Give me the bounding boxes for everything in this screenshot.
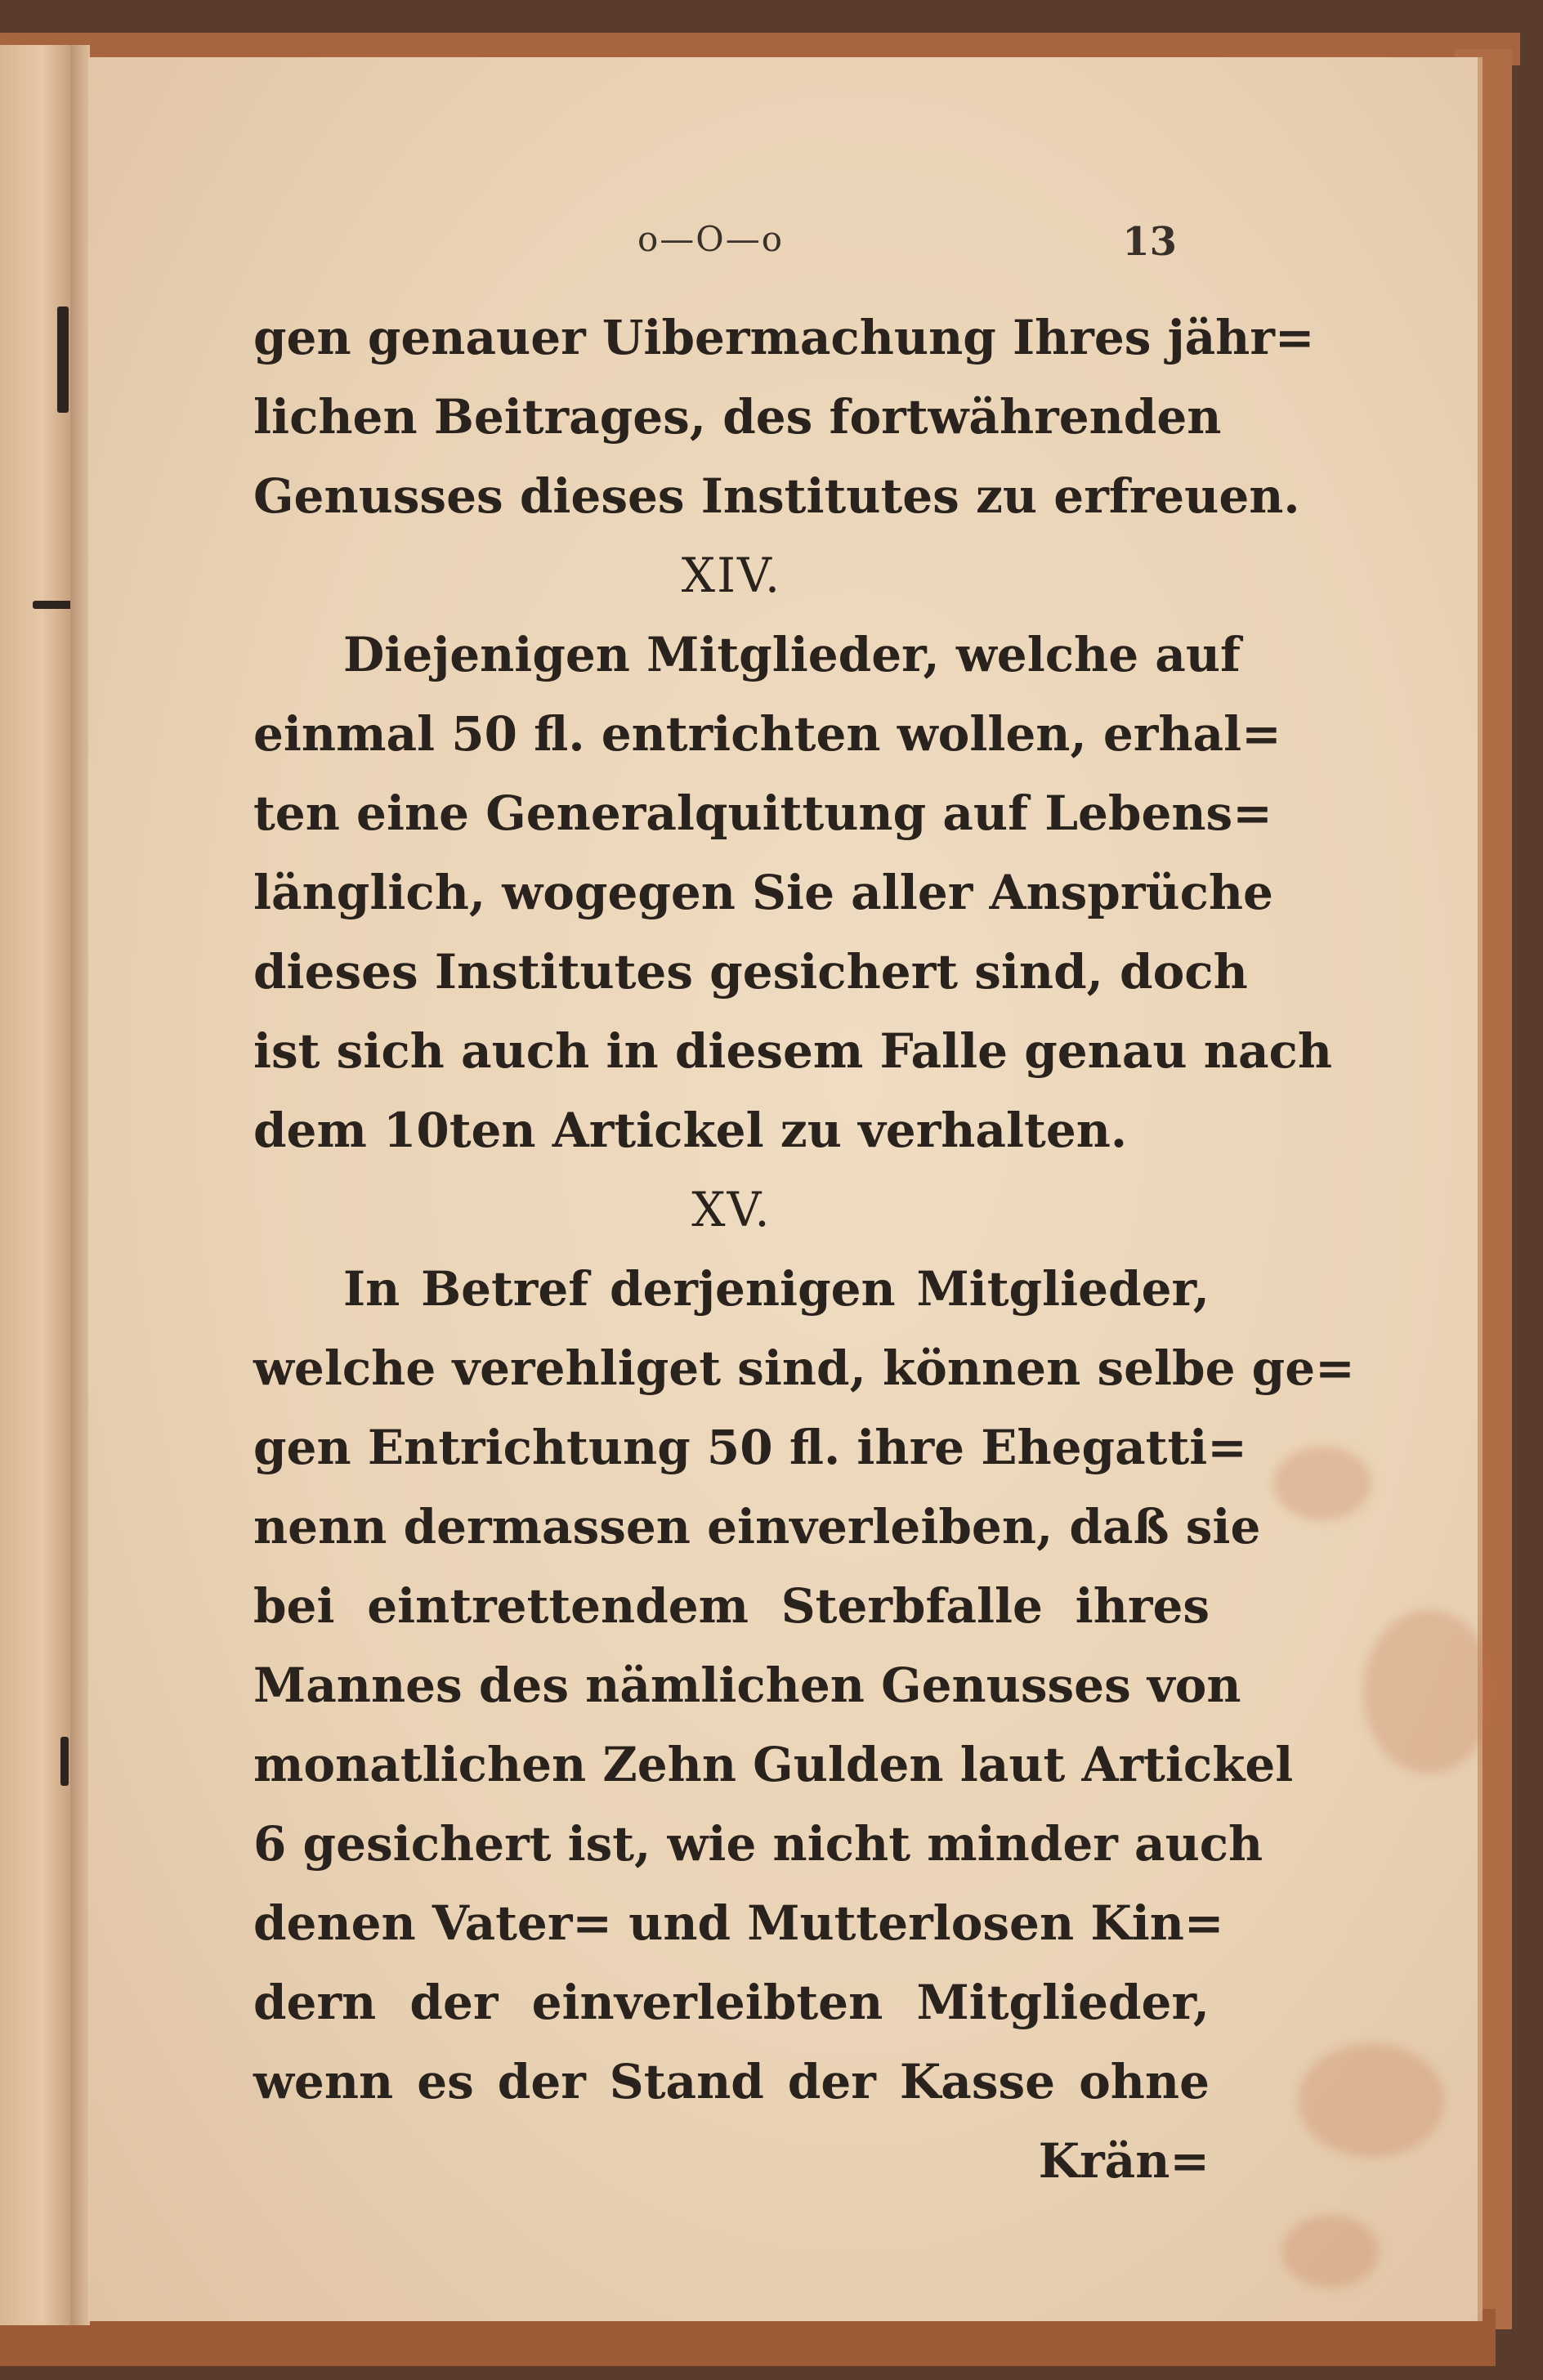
- gutter: [70, 45, 90, 2325]
- paper-stain: [1273, 1447, 1371, 1520]
- text-line: gen Entrichtung 50 fl. ihre Ehegatti=: [253, 1420, 1247, 1475]
- text-line: monatlichen Zehn Gulden laut Artickel: [253, 1737, 1294, 1792]
- text-line: ten eine Generalquittung auf Lebens=: [253, 785, 1272, 841]
- text-line: welche verehliget sind, können selbe ge=: [253, 1340, 1355, 1396]
- body-text: [253, 298, 1355, 2201]
- text-line: In Betref derjenigen Mitglieder,: [343, 1261, 1210, 1317]
- page-header: [637, 219, 1193, 268]
- text-line: nenn dermassen einverleiben, daß sie: [253, 1499, 1261, 1555]
- text-line: länglich, wogegen Sie aller Ansprüche: [253, 865, 1273, 920]
- text-line: dem 10ten Artickel zu verhalten.: [253, 1103, 1128, 1158]
- text-line: einmal 50 fl. entrichten wollen, erhal=: [253, 706, 1281, 762]
- text-line: denen Vater= und Mutterlosen Kin=: [253, 1895, 1224, 1951]
- text-line: ist sich auch in diesem Falle genau nach: [253, 1023, 1333, 1079]
- section-heading-xiv: XIV.: [681, 548, 782, 603]
- text-line: 6 gesichert ist, wie nicht minder auch: [253, 1816, 1263, 1872]
- paper-stain: [1298, 2043, 1445, 2158]
- page-number: 13: [1122, 219, 1177, 265]
- text-line: Genusses dieses Institutes zu erfreuen.: [253, 468, 1300, 524]
- text-line: wenn es der Stand der Kasse ohne: [253, 2054, 1210, 2109]
- text-line: lichen Beitrages, des fortwährenden: [253, 389, 1222, 445]
- binding-thread: [57, 306, 69, 413]
- text-line: Diejenigen Mitglieder, welche auf: [343, 627, 1241, 682]
- text-line: Mannes des nämlichen Genusses von: [253, 1658, 1241, 1713]
- paper-stain: [1281, 2215, 1380, 2288]
- catchword: Krän=: [1038, 2133, 1210, 2189]
- left-page-edge: [0, 45, 73, 2325]
- paper-stain: [1363, 1610, 1494, 1774]
- text-line: dieses Institutes gesichert sind, doch: [253, 944, 1248, 1000]
- text-line: bei eintrettendem Sterbfalle ihres: [253, 1578, 1210, 1634]
- header-ornament: o—O—o: [637, 219, 785, 259]
- text-line: gen genauer Uibermachung Ihres jähr=: [253, 310, 1315, 365]
- binding-thread: [60, 1737, 69, 1786]
- section-heading-xv: XV.: [691, 1182, 772, 1237]
- text-line: dern der einverleibten Mitglieder,: [253, 1975, 1210, 2030]
